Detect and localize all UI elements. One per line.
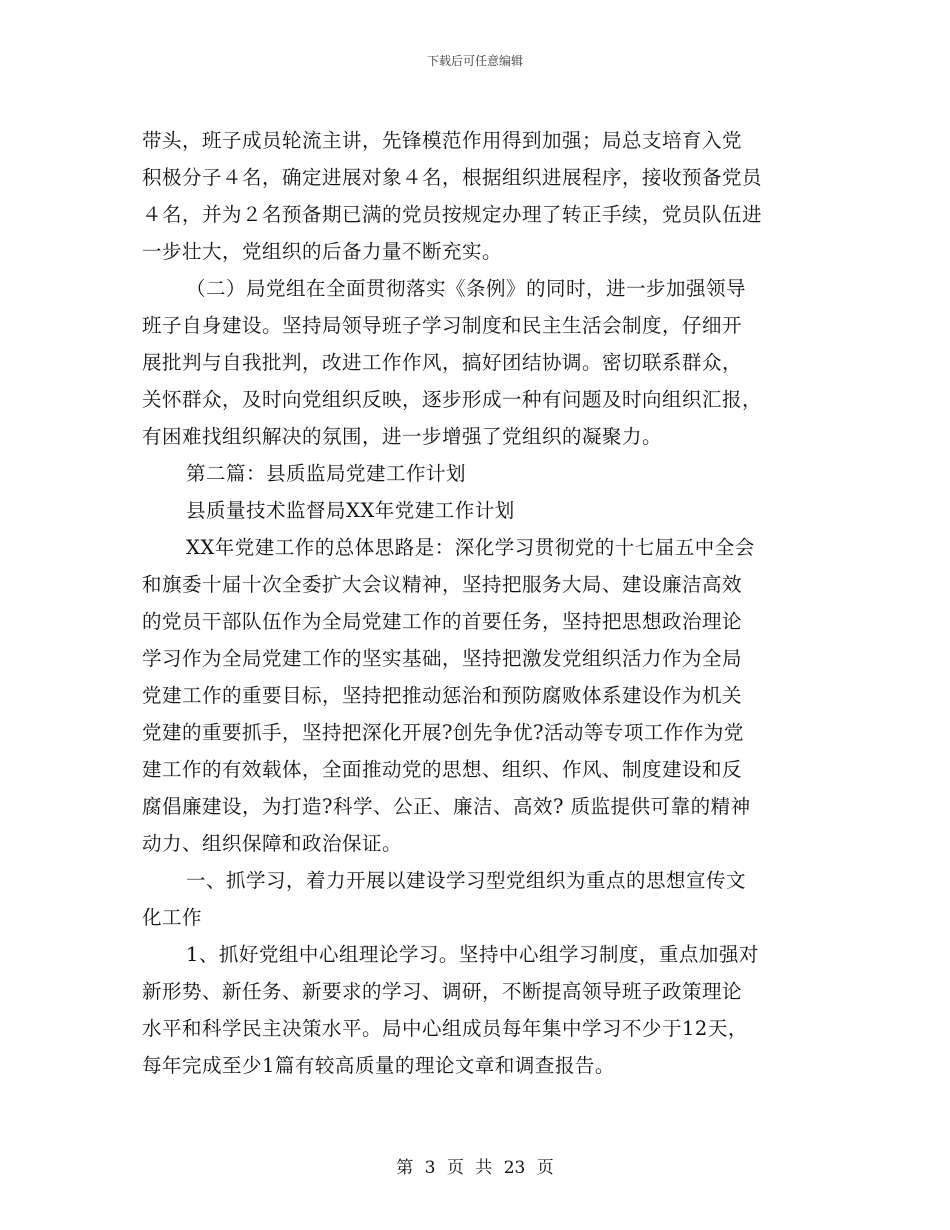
- text-line: 学习作为全局党建工作的坚实基础，坚持把激发党组织活力作为全局: [142, 647, 743, 670]
- text-line: 动力、组织保障和政治保证。: [142, 832, 403, 855]
- text-line: 带头，班子成员轮流主讲，先锋模范作用得到加强；局总支培育入党: [142, 129, 743, 152]
- text-line: 有困难找组织解决的氛围，进一步增强了党组织的凝聚力。: [142, 425, 663, 448]
- text-line: 1、抓好党组中心组理论学习。坚持中心组学习制度，重点加强对: [186, 943, 759, 966]
- text-line: 腐倡廉建设，为打造?科学、公正、廉洁、高效? 质监提供可靠的精神: [142, 795, 751, 818]
- text-line: 新形势、新任务、新要求的学习、调研，不断提高领导班子政策理论: [142, 980, 743, 1003]
- text-line: 展批判与自我批判，改进工作作风，搞好团结协调。密切联系群众，: [142, 351, 743, 374]
- document-title: 县质量技术监督局XX年党建工作计划: [186, 499, 515, 522]
- text-line: ４名，并为２名预备期已满的党员按规定办理了转正手续，党员队伍进: [142, 203, 763, 226]
- page-header: 下载后可任意编辑: [426, 54, 523, 68]
- text-line: 水平和科学民主决策水平。局中心组成员每年集中学习不少于12天，: [142, 1017, 748, 1040]
- text-line: 关怀群众，及时向党组织反映，逐步形成一种有问题及时向组织汇报，: [142, 388, 763, 411]
- text-line: 一步壮大，党组织的后备力量不断充实。: [142, 240, 503, 263]
- text-line: 的党员干部队伍作为全局党建工作的首要任务，坚持把思想政治理论: [142, 610, 743, 633]
- text-line: （二）局党组在全面贯彻落实《条例》的同时，进一步加强领导: [186, 277, 747, 300]
- text-line: 积极分子４名，确定进展对象４名，根据组织进展程序，接收预备党员: [142, 166, 763, 189]
- document-body: [142, 122, 810, 1084]
- text-line: 和旗委十届十次全委扩大会议精神，坚持把服务大局、建设廉洁高效: [142, 573, 743, 596]
- text-line: 党建工作的重要目标，坚持把推动惩治和预防腐败体系建设作为机关: [142, 684, 743, 707]
- section-heading: 第二篇：县质监局党建工作计划: [186, 462, 467, 485]
- text-line: 党建的重要抓手，坚持把深化开展?创先争优?活动等专项工作作为党: [142, 721, 744, 744]
- section-heading: 一、抓学习，着力开展以建设学习型党组织为重点的思想宣传文: [186, 869, 747, 892]
- text-line: 化工作: [142, 906, 203, 929]
- text-line: 建工作的有效载体，全面推动党的思想、组织、作风、制度建设和反: [142, 758, 743, 781]
- text-line: 班子自身建设。坚持局领导班子学习制度和民主生活会制度，仔细开: [142, 314, 743, 337]
- text-line: XX年党建工作的总体思路是：深化学习贯彻党的十七届五中全会: [186, 536, 755, 559]
- text-line: 每年完成至少1篇有较高质量的理论文章和调查报告。: [142, 1054, 615, 1077]
- page-number-footer: 第 3 页 共 23 页: [396, 1158, 554, 1178]
